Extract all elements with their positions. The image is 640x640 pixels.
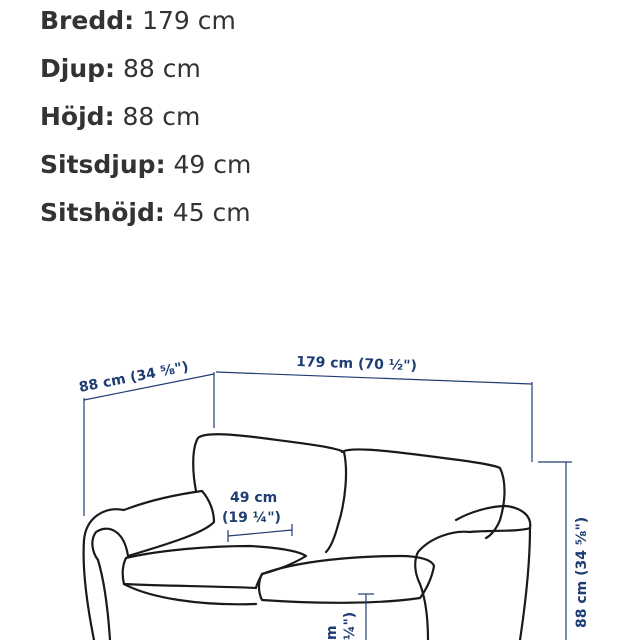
depth-label: 88 cm (34 ⁵⁄₈") <box>77 359 190 396</box>
width-label: 179 cm (70 ½") <box>295 354 418 375</box>
seat-height-label-line2: ¼") <box>342 611 358 640</box>
right-back-cushion <box>342 449 505 538</box>
height-label: 88 cm (34 ⁵⁄₈") <box>574 516 590 628</box>
spec-value: 179 cm <box>142 6 236 35</box>
width-dimension-line <box>216 372 532 384</box>
right-armrest-top <box>520 528 530 640</box>
seat-height-label-line1: m <box>324 625 340 640</box>
spec-label: Höjd: <box>40 102 115 131</box>
left-armrest-side <box>84 540 94 640</box>
spec-value: 88 cm <box>122 54 201 83</box>
dimension-labels <box>78 354 590 640</box>
spec-value: 88 cm <box>122 102 201 131</box>
spec-label: Sitshöjd: <box>40 198 165 227</box>
spec-label: Djup: <box>40 54 116 83</box>
spec-value: 49 cm <box>173 150 252 179</box>
right-seat-cushion <box>259 556 434 603</box>
seat-depth-label-line2: (19 ¼") <box>222 510 281 526</box>
left-seat-cushion <box>123 546 306 588</box>
spec-label: Bredd: <box>40 6 135 35</box>
sofa-illustration <box>84 434 531 640</box>
seat-depth-dimension-line <box>228 530 292 536</box>
seat-depth-label-line1: 49 cm <box>230 490 278 506</box>
left-armrest <box>84 491 214 560</box>
spec-label: Sitsdjup: <box>40 150 166 179</box>
spec-value: 45 cm <box>172 198 251 227</box>
left-armrest-front <box>98 560 110 640</box>
